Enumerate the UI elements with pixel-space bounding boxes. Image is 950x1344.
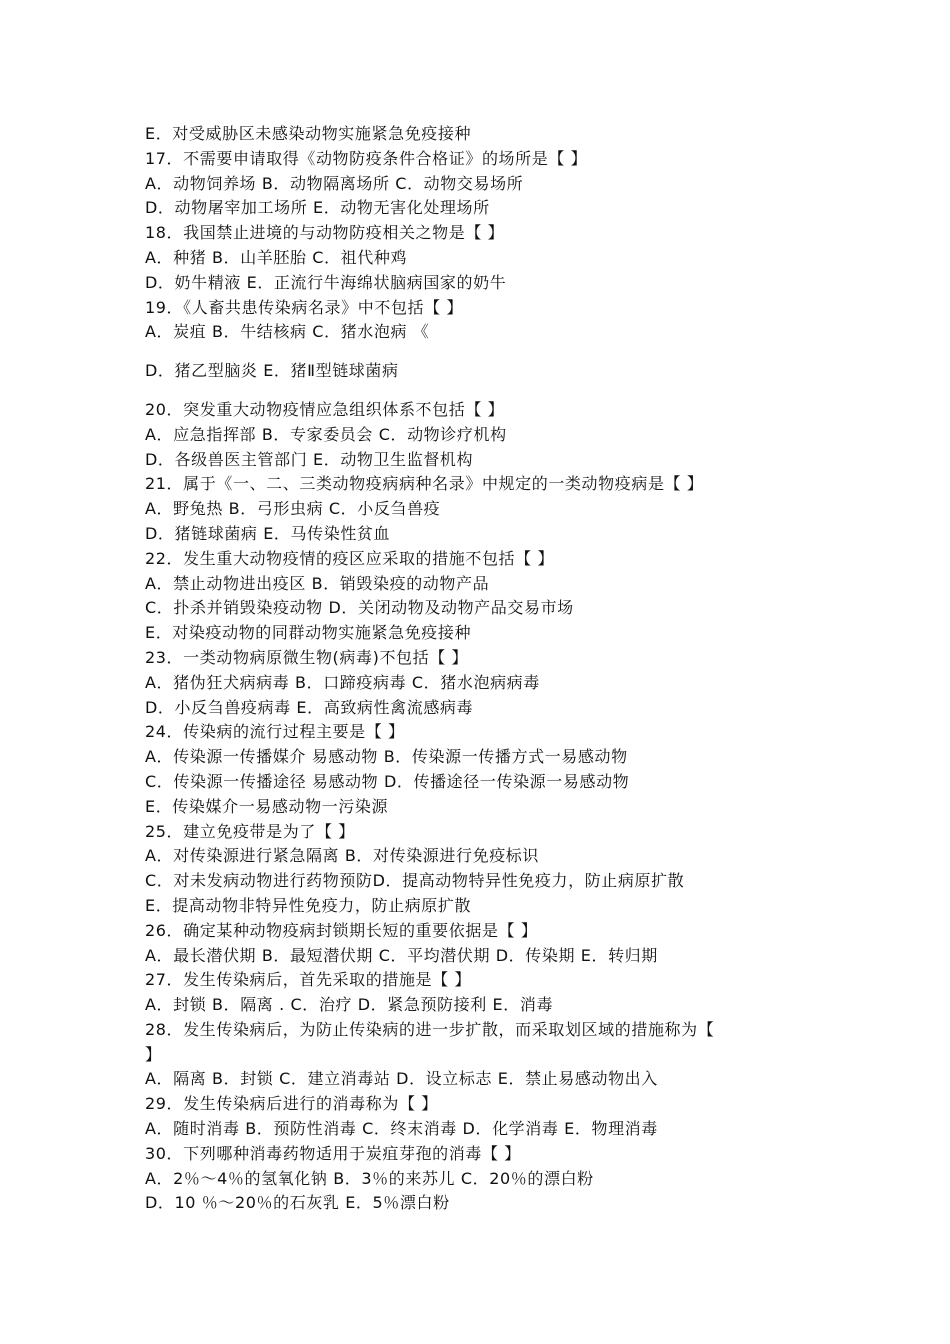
question-30: 30．下列哪种消毒药物适用于炭疽芽孢的消毒【 】 [145,1143,521,1163]
options-line: A．种猪 B．山羊胚胎 C．祖代种鸡 [145,247,408,267]
question-29: 29．发生传染病后进行的消毒称为【 】 [145,1094,438,1114]
options-line: E．对染疫动物的同群动物实施紧急免疫接种 [145,623,472,643]
question-28-continued: 】 [145,1044,162,1064]
question-17: 17．不需要申请取得《动物防疫条件合格证》的场所是【 】 [145,148,588,168]
options-line: E．传染媒介一易感动物一污染源 [145,796,389,816]
options-line: A．应急指挥部 B．专家委员会 C．动物诊疗机构 [145,424,507,444]
question-28: 28．发生传染病后，为防止传染病的进一步扩散，而采取划区域的措施称为【 [145,1019,715,1039]
question-23: 23．一类动物病原微生物(病毒)不包括【 】 [145,647,469,667]
question-text-block [145,122,805,1216]
options-line: A．野兔热 B．弓形虫病 C．小反刍兽疫 [145,499,441,519]
options-line: D．猪链球菌病 E．马传染性贫血 [145,523,391,543]
text-line: E．对受威胁区未感染动物实施紧急免疫接种 [145,124,472,143]
question-19: 19．《人畜共患传染病名录》中不包括【 】 [145,297,464,317]
question-27: 27．发生传染病后，首先采取的措施是【 】 [145,970,472,990]
question-25: 25．建立免疫带是为了【 】 [145,821,355,841]
question-22: 22．发生重大动物疫情的疫区应采取的措施不包括【 】 [145,548,555,568]
options-line: A．随时消毒 B．预防性消毒 C．终末消毒 D．化学消毒 E．物理消毒 [145,1119,658,1139]
options-line: A．动物饲养场 B．动物隔离场所 C．动物交易场所 [145,173,524,193]
question-24: 24．传染病的流行过程主要是【 】 [145,722,405,742]
options-line: E．提高动物非特异性免疫力，防止病原扩散 [145,895,472,915]
question-20: 20．突发重大动物疫情应急组织体系不包括【 】 [145,399,505,419]
options-line: D．猪乙型脑炎 E．猪Ⅱ型链球菌病 [145,361,399,381]
options-line: C．传染源一传播途径 易感动物 D．传播途径一传染源一易感动物 [145,771,630,791]
options-line: D．小反刍兽疫病毒 E．高致病性禽流感病毒 [145,697,474,717]
options-line: A．封锁 B．隔离 . C．治疗 D．紧急预防接利 E．消毒 [145,995,554,1015]
options-line: A．隔离 B．封锁 C．建立消毒站 D．设立标志 E．禁止易感动物出入 [145,1069,658,1089]
options-line: D．奶牛精液 E．正流行牛海绵状脑病国家的奶牛 [145,272,507,292]
options-line: A．禁止动物进出疫区 B．销毁染疫的动物产品 [145,573,490,593]
options-line: C．对未发病动物进行药物预防D．提高动物特异性免疫力，防止病原扩散 [145,871,685,891]
options-line: C．扑杀并销毁染疫动物 D．关闭动物及动物产品交易市场 [145,598,574,618]
options-line: D．各级兽医主管部门 E．动物卫生监督机构 [145,449,474,469]
options-line: A．炭疽 B．牛结核病 C．猪水泡病 《 [145,322,430,342]
options-line: A．猪伪狂犬病病毒 B．口蹄疫病毒 C．猪水泡病病毒 [145,672,540,692]
question-21: 21．属于《一、二、三类动物疫病病种名录》中规定的一类动物疫病是【 】 [145,474,704,494]
options-line: A．2％～4％的氢氧化钠 B．3％的来苏儿 C．20％的漂白粉 [145,1168,594,1188]
question-18: 18．我国禁止进境的与动物防疫相关之物是【 】 [145,223,505,243]
options-line: A．对传染源进行紧急隔离 B．对传染源进行免疫标识 [145,846,540,866]
options-line: D．10 ％～20％的石灰乳 E．5％漂白粉 [145,1193,450,1213]
question-26: 26．确定某种动物疫病封锁期长短的重要依据是【 】 [145,920,538,940]
options-line: A．最长潜伏期 B．最短潜伏期 C．平均潜伏期 D．传染期 E．转归期 [145,945,658,965]
options-line: A．传染源一传播媒介 易感动物 B．传染源一传播方式一易感动物 [145,747,628,767]
options-line: D．动物屠宰加工场所 E．动物无害化处理场所 [145,198,490,218]
